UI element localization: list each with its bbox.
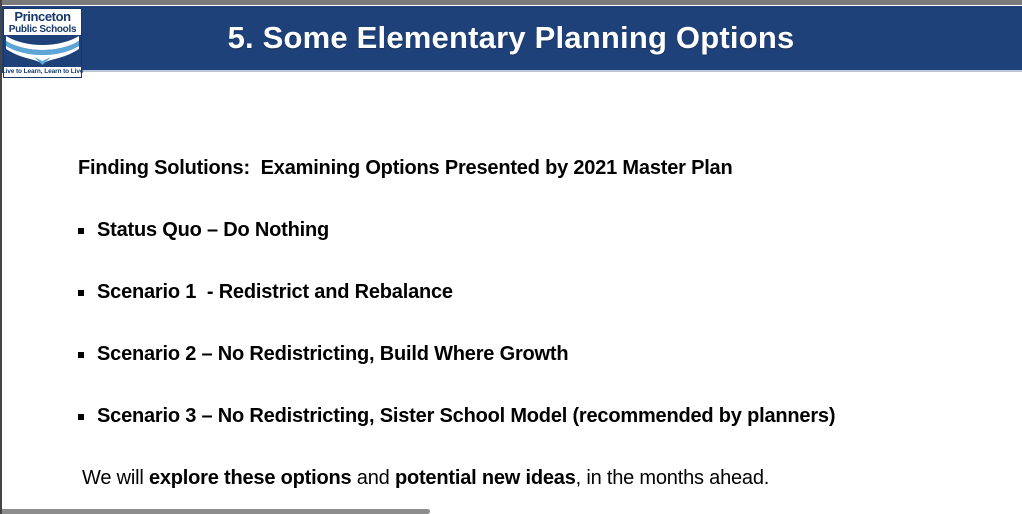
slide-title: 5. Some Elementary Planning Options [227,20,795,55]
bullet-text: Scenario 1 - Redistrict and Rebalance [97,281,453,303]
bullet-item-scenario-3 [78,405,835,428]
closing-part2: and [351,467,395,489]
bullet-square-icon [78,352,84,358]
slide-title-bar [0,6,1022,72]
open-book-swoosh-icon [4,35,81,67]
viewer-left-edge [0,0,2,514]
viewer-top-strip [0,0,1022,5]
bullet-item-scenario-1 [78,281,453,304]
bullet-item-scenario-2 [78,343,568,366]
bullet-item-status-quo [78,219,329,242]
bullet-square-icon [78,228,84,234]
closing-bold2: potential new ideas [394,467,576,489]
logo-name-line1: Princeton [14,9,71,24]
bullet-square-icon [78,290,84,296]
closing-part1: We will [82,467,149,489]
princeton-public-schools-logo [3,8,82,78]
bullet-square-icon [78,414,84,420]
logo-tagline: Live to Learn, Learn to Live [1,68,84,75]
bullet-text: Status Quo – Do Nothing [97,219,330,241]
closing-part3: , in the months ahead. [575,467,770,489]
closing-statement [82,467,769,490]
bullet-text: Scenario 3 – No Redistricting, Sister School Model (recommended by planners) [97,405,836,427]
logo-name-line2: Public Schools [8,24,77,35]
closing-bold1: explore these options [148,467,352,489]
horizontal-scrollbar-thumb[interactable] [0,509,430,514]
bullet-text: Scenario 2 – No Redistricting, Build Where Growth [97,343,569,365]
finding-solutions-heading: Finding Solutions: Examining Options Presented by 2021 Master Plan [78,157,733,179]
